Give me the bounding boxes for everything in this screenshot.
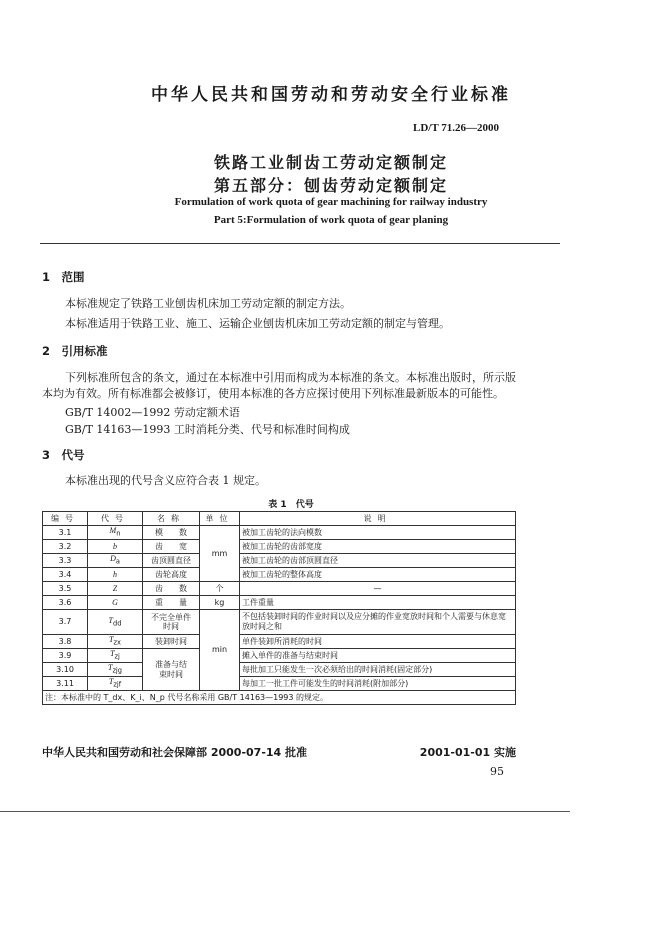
- row-code: [88, 649, 143, 663]
- page-number: 95: [490, 765, 504, 778]
- code-subscript: dd: [113, 619, 122, 628]
- row-code: [88, 610, 143, 635]
- row-number: 3.7: [43, 610, 88, 635]
- row-number: 3.4: [43, 568, 88, 582]
- table-row: [43, 554, 516, 568]
- row-code: [88, 635, 143, 649]
- code-symbol: T: [107, 663, 113, 673]
- section-3-para: 本标准出现的代号含义应符合表 1 规定。: [65, 474, 266, 487]
- row-name: 准备与结束时间: [143, 649, 200, 691]
- table-row: [43, 526, 516, 540]
- reference-1: GB/T 14002—1992 劳动定额术语: [65, 406, 240, 419]
- section-1-para-1: 本标准规定了铁路工业刨齿机床加工劳动定额的制定方法。: [65, 297, 351, 310]
- row-code: [88, 677, 143, 691]
- col-header-unit: 单位: [200, 512, 240, 526]
- row-number: 3.5: [43, 582, 88, 596]
- unit-cell: kg: [200, 596, 240, 610]
- row-description: 单件装卸所消耗的时间: [240, 635, 516, 649]
- code-symbol: D: [110, 554, 116, 564]
- code-symbol: T: [110, 649, 115, 659]
- row-number: 3.2: [43, 540, 88, 554]
- table-row: [43, 677, 516, 691]
- row-name: 齿 数: [143, 582, 200, 596]
- section-2-heading: 2 引用标准: [42, 344, 108, 358]
- row-description: 被加工齿轮的齿部宽度: [240, 540, 516, 554]
- code-subscript: a: [115, 557, 120, 566]
- row-description: 被加工齿轮的齿部顶圆直径: [240, 554, 516, 568]
- row-description: 摊入单件的准备与结束时间: [240, 649, 516, 663]
- code-symbol: G: [112, 597, 118, 607]
- standard-category-title: 中华人民共和国劳动和劳动安全行业标准: [151, 85, 511, 105]
- col-header-description: 说明: [240, 512, 516, 526]
- row-name: 模 数: [143, 526, 200, 540]
- code-subscript: zx: [113, 638, 121, 647]
- row-number: 3.11: [43, 677, 88, 691]
- code-symbol: T: [108, 677, 114, 687]
- codes-table: [42, 511, 516, 705]
- code-symbol: h: [113, 569, 117, 579]
- row-number: 3.1: [43, 526, 88, 540]
- code-subscript: zjf: [113, 680, 122, 689]
- row-code: [88, 526, 143, 540]
- approval-line: 中华人民共和国劳动和社会保障部 2000-07-14 批准: [42, 746, 308, 759]
- col-header-code: 代号: [88, 512, 143, 526]
- row-code: [88, 554, 143, 568]
- table-row: [43, 596, 516, 610]
- code-subscript: zjg: [112, 666, 123, 675]
- unit-cell: 个: [200, 582, 240, 596]
- table-row: [43, 540, 516, 554]
- unit-cell: mm: [200, 526, 240, 582]
- table-note: 注：本标准中的 T_dx、K_i、N_p 代号名称采用 GB/T 14163—1993 的规定。: [43, 691, 516, 705]
- code-symbol: M: [109, 526, 117, 536]
- row-name: 装卸时间: [143, 635, 200, 649]
- table-header-row: [43, 512, 516, 526]
- col-header-name: 名称: [143, 512, 200, 526]
- table-note-row: [43, 691, 516, 705]
- row-name: 齿 宽: [143, 540, 200, 554]
- table-row: [43, 663, 516, 677]
- row-number: 3.3: [43, 554, 88, 568]
- standard-code: LD/T 71.26—2000: [413, 122, 499, 134]
- row-number: 3.9: [43, 649, 88, 663]
- row-description: —: [240, 582, 516, 596]
- section-2-para-line-1: 下列标准所包含的条文，通过在本标准中引用而构成为本标准的条文。本标准出版时，所示版: [65, 371, 516, 384]
- row-name: 齿轮高度: [143, 568, 200, 582]
- table-row: [43, 635, 516, 649]
- code-subscript: zj: [114, 652, 120, 661]
- table-row: [43, 582, 516, 596]
- row-name: 重 量: [143, 596, 200, 610]
- title-divider: [40, 243, 560, 244]
- row-description: 每批加工只能发生一次必须给出的时间消耗(固定部分): [240, 663, 516, 677]
- row-code: [88, 663, 143, 677]
- col-header-number: 编号: [43, 512, 88, 526]
- doc-title-cn-line1: 铁路工业制齿工劳动定额制定: [213, 153, 448, 172]
- doc-title-en-line1: Formulation of work quota of gear machining for railway industry: [174, 196, 488, 208]
- code-subscript: n: [116, 529, 121, 538]
- code-symbol: T: [109, 635, 114, 645]
- row-code: [88, 540, 143, 554]
- row-code: [88, 568, 143, 582]
- row-number: 3.10: [43, 663, 88, 677]
- doc-title-en-line2: Part 5:Formulation of work quota of gear planing: [213, 214, 449, 226]
- page-bottom-rule: [0, 811, 570, 812]
- section-2-para-line-2: 本均为有效。所有标准都会被修订，使用本标准的各方应探讨使用下列标准最新版本的可能性。: [42, 387, 504, 400]
- reference-2: GB/T 14163—1993 工时消耗分类、代号和标准时间构成: [65, 423, 350, 436]
- row-name: 不完全单件时间: [143, 610, 200, 635]
- row-code: [88, 582, 143, 596]
- table-caption: 表 1 代号: [268, 500, 314, 510]
- section-1-para-2: 本标准适用于铁路工业、施工、运输企业刨齿机床加工劳动定额的制定与管理。: [65, 317, 450, 330]
- effective-date: 2001-01-01 实施: [419, 746, 516, 759]
- table-row: [43, 568, 516, 582]
- row-code: [88, 596, 143, 610]
- doc-title-cn-line2: 第五部分：刨齿劳动定额制定: [213, 176, 448, 195]
- row-number: 3.6: [43, 596, 88, 610]
- row-name: 齿顶圆直径: [143, 554, 200, 568]
- row-number: 3.8: [43, 635, 88, 649]
- row-description: 被加工齿轮的法向模数: [240, 526, 516, 540]
- table-row: [43, 649, 516, 663]
- table-row: [43, 610, 516, 635]
- row-description: 每加工一批工件可能发生的时间消耗(附加部分): [240, 677, 516, 691]
- unit-cell: min: [200, 610, 240, 691]
- row-description: 被加工齿轮的整体高度: [240, 568, 516, 582]
- section-3-heading: 3 代号: [42, 448, 85, 462]
- row-description: 不包括装卸时间的作业时间以及应分摊的作业宽放时间和个人需要与休息宽放时间之和: [240, 610, 516, 635]
- code-symbol: Z: [112, 583, 118, 593]
- code-symbol: T: [108, 615, 113, 625]
- row-description: 工件重量: [240, 596, 516, 610]
- code-symbol: b: [113, 541, 117, 551]
- section-1-heading: 1 范围: [42, 270, 85, 284]
